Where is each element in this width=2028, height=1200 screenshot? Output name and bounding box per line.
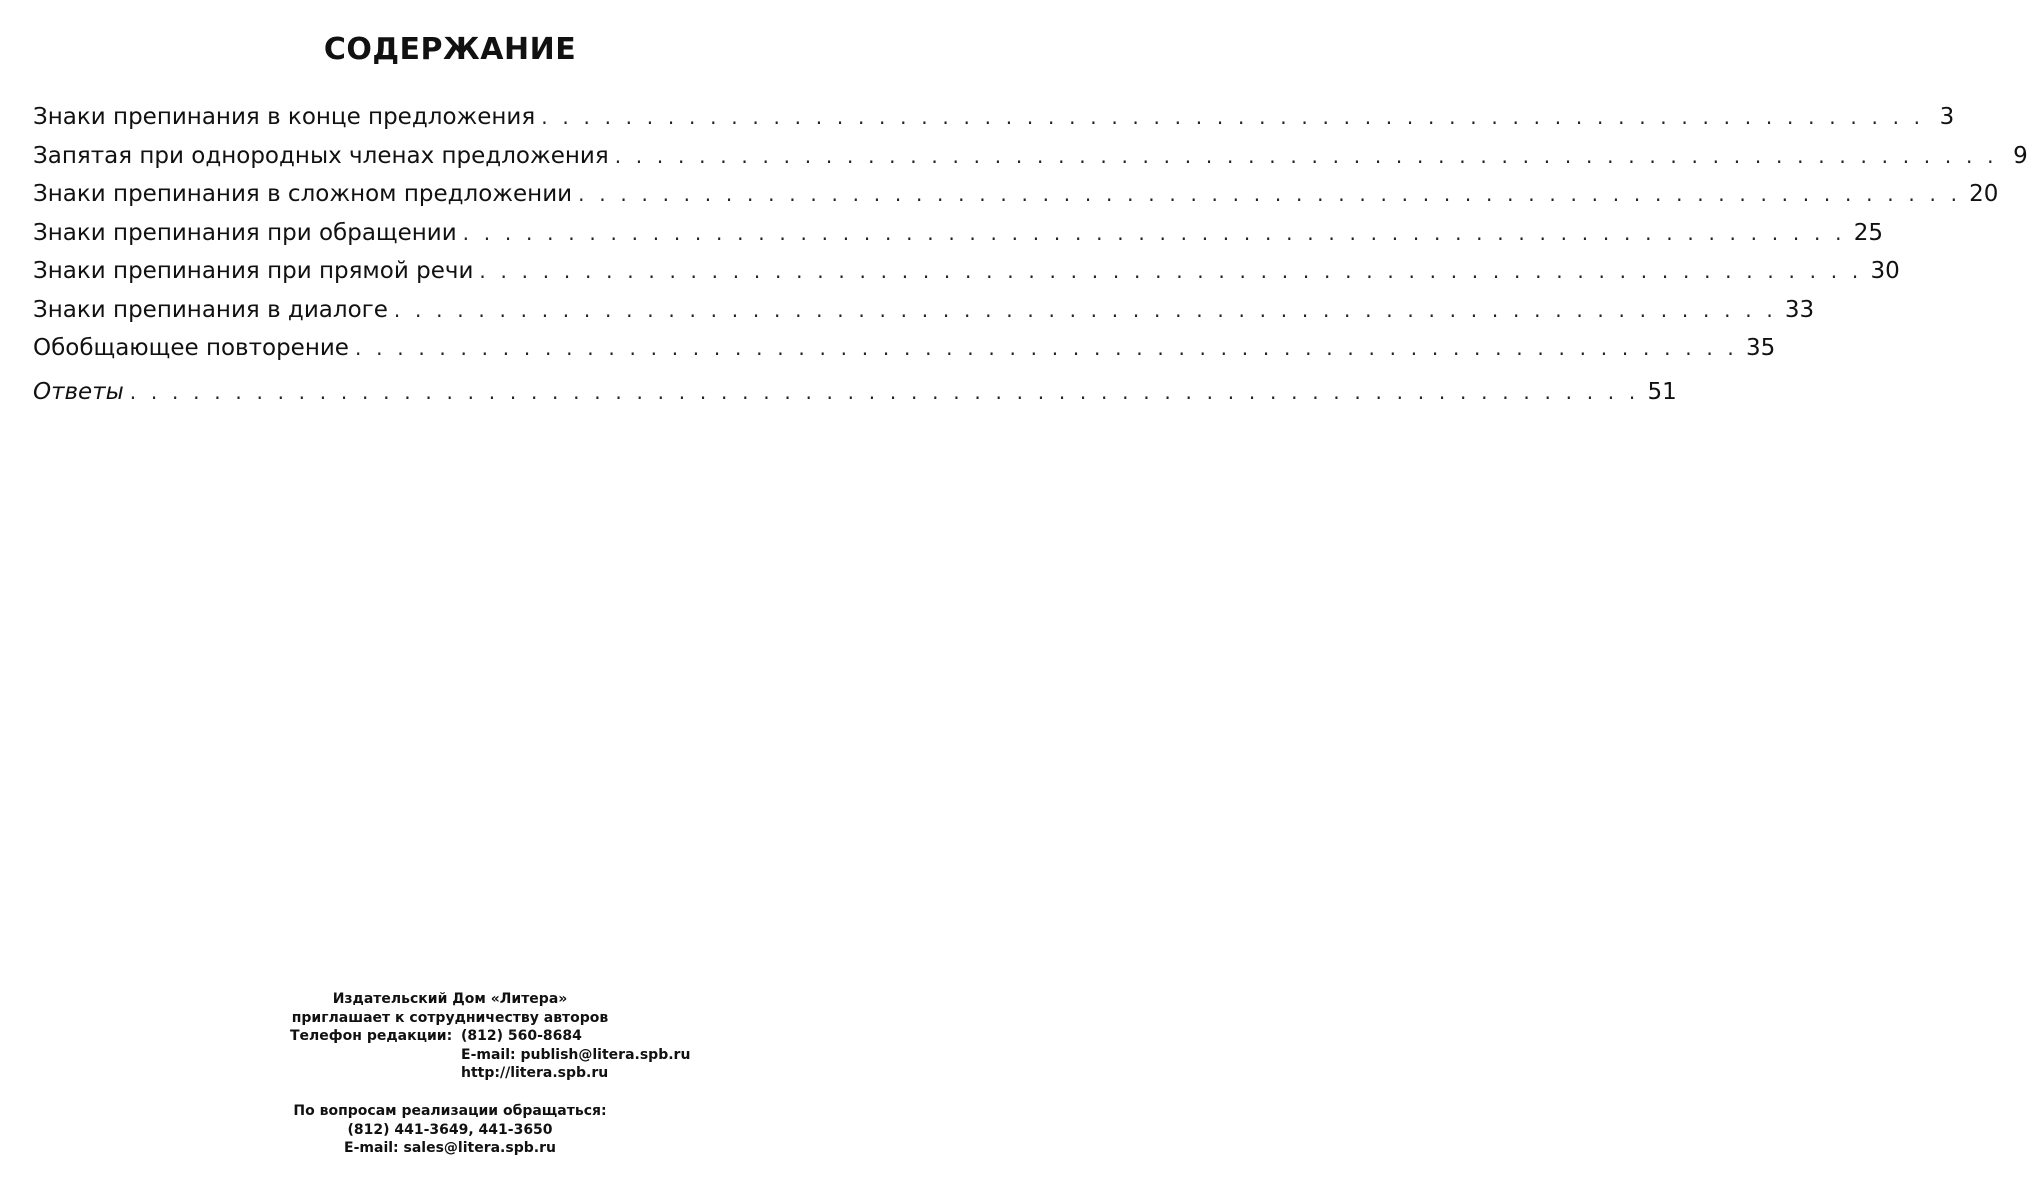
toc-entry bbox=[33, 291, 1815, 330]
toc-leader-dots: . . . . . . . . . . . . . . . . . . . . . . . . . . . . . . . . . . . . . . . . . . . . . . . . . . . . . . . . . . . . . . . . . . bbox=[462, 220, 1846, 245]
phone-label: Телефон редакции: bbox=[290, 1028, 453, 1044]
toc-entry-page: 30 bbox=[1870, 258, 1900, 284]
sales-email: E-mail: sales@litera.spb.ru bbox=[344, 1140, 556, 1156]
toc-entry-label: Знаки препинания в сложном предложении bbox=[33, 181, 573, 207]
publisher-imprint bbox=[0, 990, 900, 1083]
toc-entry-page: 9 bbox=[2013, 142, 2028, 169]
toc-entry-page: 33 bbox=[1784, 296, 1815, 323]
toc-entry bbox=[33, 329, 1776, 368]
toc-entry-page: 51 bbox=[1647, 378, 1677, 405]
toc-entry-label: Знаки препинания в диалоге bbox=[33, 296, 388, 323]
toc-entry-label: Обобщающее повторение bbox=[33, 335, 349, 361]
toc-entry-page: 25 bbox=[1853, 219, 1883, 246]
toc-entry-answers bbox=[33, 373, 1677, 412]
toc-leader-dots: . . . . . . . . . . . . . . . . . . . . . . . . . . . . . . . . . . . . . . . . . . . . . . . . . . . . . . . . . . . . . . . . . . bbox=[393, 297, 1777, 322]
toc-entry-page: 35 bbox=[1746, 335, 1776, 361]
phone-row bbox=[0, 1027, 900, 1046]
toc-leader-dots: . . . . . . . . . . . . . . . . . . . . . . . . . . . . . . . . . . . . . . . . . . . . . . . . . . . . . . . . . . . . . . . . . . bbox=[614, 143, 1998, 168]
toc-entry-label: Ответы bbox=[33, 378, 124, 405]
sales-contacts bbox=[0, 1102, 900, 1158]
toc-entry-label: Знаки препинания при обращении bbox=[33, 219, 457, 246]
page-title: СОДЕРЖАНИЕ bbox=[323, 32, 577, 67]
table-of-contents bbox=[33, 98, 2028, 411]
toc-entry bbox=[33, 214, 1883, 253]
publisher-website: http://litera.spb.ru bbox=[461, 1065, 609, 1081]
toc-entry-label: Знаки препинания в конце предложения bbox=[33, 104, 536, 130]
email-row bbox=[0, 1046, 900, 1065]
toc-leader-dots: . . . . . . . . . . . . . . . . . . . . . . . . . . . . . . . . . . . . . . . . . . . . . . . . . . . . . . . . . . . . . . . . . . bbox=[578, 182, 1962, 206]
sales-phones: (812) 441-3649, 441-3650 bbox=[347, 1121, 553, 1138]
toc-entry bbox=[33, 252, 1900, 291]
toc-leader-dots: . . . . . . . . . . . . . . . . . . . . . . . . . . . . . . . . . . . . . . . . . . . . . . . . . . . . . . . . . . . . . . . . . . bbox=[479, 259, 1863, 283]
toc-entry-page: 3 bbox=[1939, 104, 1955, 130]
website-row bbox=[0, 1064, 900, 1083]
toc-entry bbox=[33, 98, 1955, 137]
publisher-name: Издательский Дом «Литера» bbox=[332, 991, 568, 1007]
toc-leader-dots: . . . . . . . . . . . . . . . . . . . . . . . . . . . . . . . . . . . . . . . . . . . . . . . . . . . . . . . . . . . . . . . . . . bbox=[354, 336, 1738, 360]
toc-entry-label: Знаки препинания при прямой речи bbox=[33, 258, 474, 284]
toc-leader-dots: . . . . . . . . . . . . . . . . . . . . . . . . . . . . . . . . . . . . . . . . . . . . . . . . . . . . . . . . . . . . . . . . . . bbox=[541, 105, 1925, 129]
toc-entry-page: 20 bbox=[1969, 181, 1999, 207]
publisher-invitation: приглашает к сотрудничеству авторов bbox=[291, 1009, 609, 1026]
sales-heading: По вопросам реализации обращаться: bbox=[293, 1103, 607, 1119]
phone-value: (812) 560-8684 bbox=[461, 1028, 582, 1044]
toc-entry bbox=[33, 175, 1999, 214]
toc-entry bbox=[33, 137, 2028, 176]
publisher-email: E-mail: publish@litera.spb.ru bbox=[461, 1046, 691, 1063]
toc-leader-dots: . . . . . . . . . . . . . . . . . . . . . . . . . . . . . . . . . . . . . . . . . . . . . . . . . . . . . . . . . . . . . . . . . . . . . . . . bbox=[129, 379, 1640, 404]
toc-entry-label: Запятая при однородных членах предложения bbox=[33, 142, 609, 169]
